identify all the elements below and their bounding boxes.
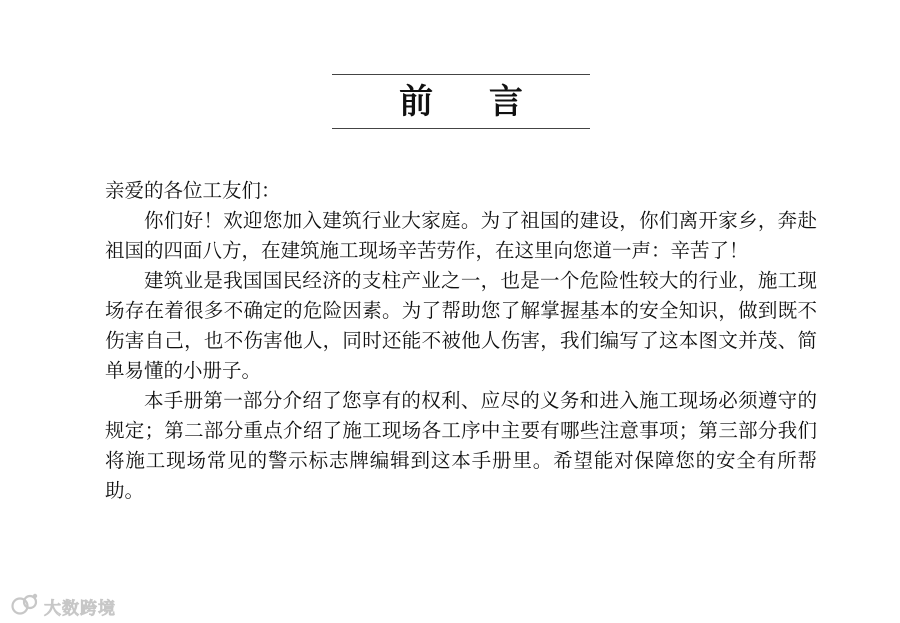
preface-body <box>105 176 817 506</box>
title-block <box>332 74 590 130</box>
watermark <box>10 591 116 621</box>
title-bottom-rule <box>332 128 590 129</box>
paragraph-welcome: 你们好！欢迎您加入建筑行业大家庭。为了祖国的建设，你们离开家乡，奔赴祖国的四面八方，在建筑施工现场辛苦劳作，在这里向您道一声：辛苦了！ <box>105 209 817 262</box>
paragraph-industry-risk: 建筑业是我国国民经济的支柱产业之一，也是一个危险性较大的行业，施工现场存在着很多不确定的危险因素。为了帮助您了解掌握基本的安全知识，做到既不伤害自己，也不伤害他人，同时还能不被他人伤害，我们编写了这本图文并茂、简单易懂的小册子。 <box>105 269 817 382</box>
title-top-rule <box>332 74 590 75</box>
watermark-text: 大数跨境 <box>44 598 116 619</box>
salutation: 亲爱的各位工友们： <box>105 179 281 202</box>
page-title: 前 言 <box>399 82 545 122</box>
brand-logo-icon <box>10 591 40 621</box>
paragraph-manual-contents: 本手册第一部分介绍了您享有的权利、应尽的义务和进入施工现场必须遵守的规定；第二部分重点介绍了施工现场各工序中主要有哪些注意事项；第三部分我们将施工现场常见的警示标志牌编辑到这本手册里。希望能对保障您的安全有所帮助。 <box>105 389 817 502</box>
